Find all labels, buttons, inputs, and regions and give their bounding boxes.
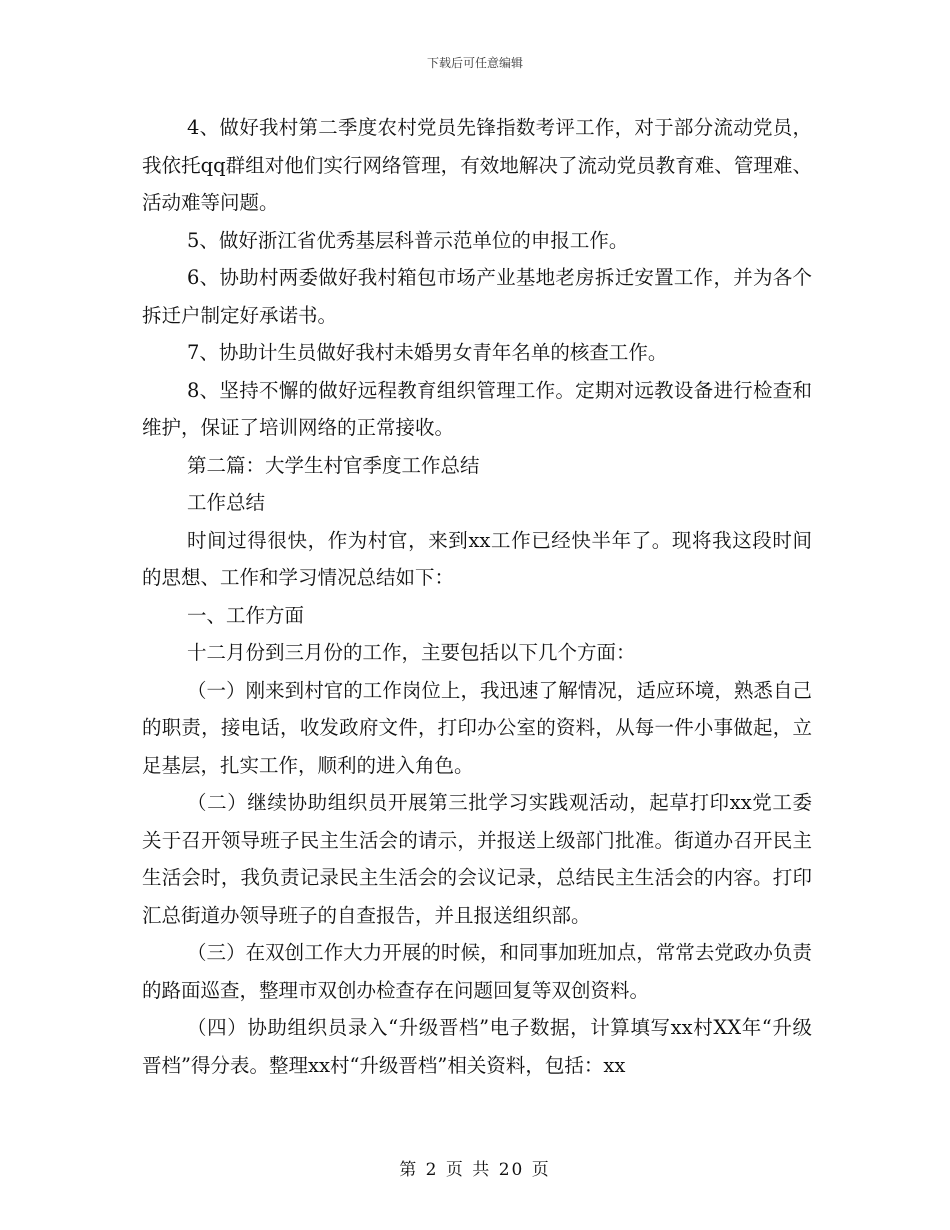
paragraph: （三）在双创工作大力开展的时候，和同事加班加点，常常去党政办负责的路面巡查，整理市双创办检查存在问题回复等双创资料。 (142, 941, 812, 1002)
paragraph: 4、做好我村第二季度农村党员先锋指数考评工作，对于部分流动党员，我依托qq群组对他们实行网络管理，有效地解决了流动党员教育难、管理难、活动难等问题。 (142, 116, 812, 214)
paragraph: 8、坚持不懈的做好远程教育组织管理工作。定期对远教设备进行检查和维护，保证了培训网络的正常接收。 (142, 378, 812, 439)
paragraph: （一）刚来到村官的工作岗位上，我迅速了解情况，适应环境，熟悉自己的职责，接电话，收发政府文件，打印办公室的资料，从每一件小事做起，立足基层，扎实工作，顺利的进入角色。 (142, 678, 812, 777)
paragraph: 十二月份到三月份的工作，主要包括以下几个方面： (187, 641, 636, 664)
subtitle: 工作总结 (187, 491, 266, 514)
document-body (142, 109, 812, 1084)
page-number: 第 2 页 共 20 页 (399, 1160, 551, 1180)
paragraph: 7、协助计生员做好我村未婚男女青年名单的核查工作。 (187, 341, 668, 364)
section-title: 第二篇：大学生村官季度工作总结 (187, 453, 480, 477)
paragraph: （四）协助组织员录入“升级晋档”电子数据，计算填写xx村XX年“升级晋档”得分表。整理xx村“升级晋档”相关资料，包括：xx (142, 1016, 812, 1077)
paragraph: 6、协助村两委做好我村箱包市场产业基地老房拆迁安置工作，并为各个拆迁户制定好承诺书。 (142, 266, 812, 327)
paragraph: （二）继续协助组织员开展第三批学习实践观活动，起草打印xx党工委关于召开领导班子民主生活会的请示，并报送上级部门批准。街道办召开民主生活会时，我负责记录民主生活会的会议记录，总结民主生活会的内容。打印汇总街道办领导班子的自查报告，并且报送组织部。 (142, 791, 812, 927)
paragraph: 5、做好浙江省优秀基层科普示范单位的申报工作。 (187, 228, 629, 252)
heading: 一、工作方面 (187, 603, 305, 627)
paragraph: 时间过得很快，作为村官，来到xx工作已经快半年了。现将我这段时间的思想、工作和学习情况总结如下： (142, 528, 812, 589)
header-note: 下载后可任意编辑 (426, 56, 523, 70)
